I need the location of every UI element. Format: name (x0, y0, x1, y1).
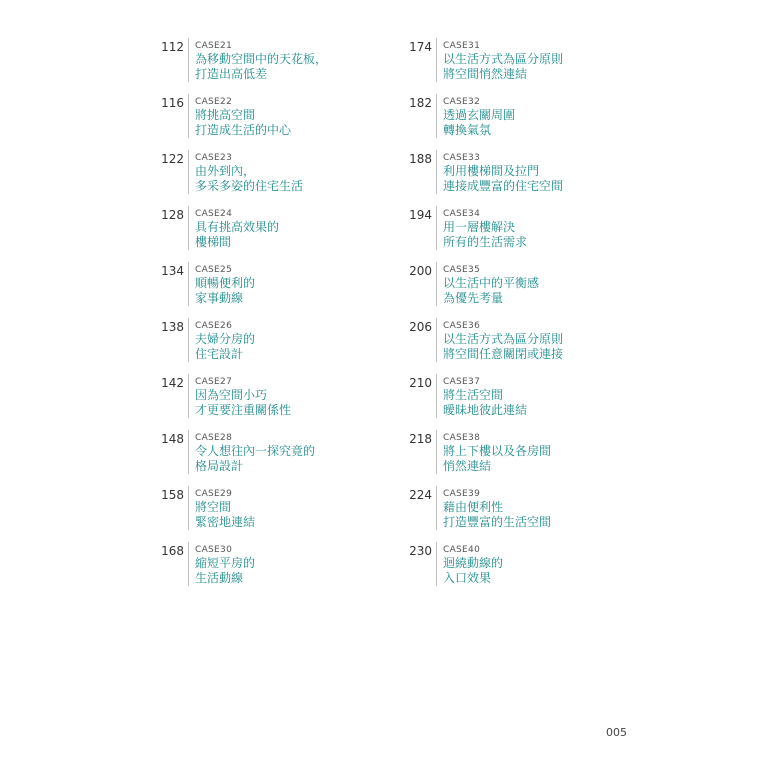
toc-entry (404, 206, 563, 262)
page-number: 005 (606, 726, 627, 739)
case-title-line: 令人想往內一探究竟的 (195, 444, 316, 458)
toc-entry-body (188, 486, 255, 530)
toc-page-number: 224 (409, 488, 432, 502)
case-title-line: 住宅設計 (195, 347, 244, 361)
case-title-line: 將空間 (195, 500, 232, 514)
case-label: CASE38 (443, 433, 481, 443)
case-title-line: 夫婦分房的 (195, 332, 256, 346)
case-title-line: 打造出高低差 (195, 67, 268, 81)
case-title-line: 由外到內， (195, 164, 256, 178)
case-title-line: 以生活方式為區分原則 (443, 332, 564, 346)
case-label: CASE40 (443, 545, 481, 555)
case-label: CASE28 (195, 433, 233, 443)
toc-column-left (156, 38, 327, 598)
case-title-line: 透過玄關周圍 (443, 108, 516, 122)
case-label: CASE34 (443, 209, 481, 219)
case-title-line: 因為空間小巧 (195, 388, 268, 402)
toc-entry-body (188, 430, 315, 474)
toc-entry (156, 150, 327, 206)
toc-entry (156, 318, 327, 374)
toc-entry-body (188, 206, 279, 250)
toc-entry (156, 430, 327, 486)
toc-entry-body (188, 94, 291, 138)
toc-entry-body (188, 262, 255, 306)
toc-entry-body (188, 542, 255, 586)
toc-page-number: 128 (161, 208, 184, 222)
case-title-line: 以生活中的平衡感 (443, 276, 540, 290)
case-label: CASE30 (195, 545, 233, 555)
case-title-line: 將生活空間 (443, 388, 504, 402)
toc-entry (404, 542, 563, 598)
toc-entry-body (436, 318, 563, 362)
case-title-line: 才更要注重關係性 (195, 403, 292, 417)
case-label: CASE39 (443, 489, 481, 499)
toc-entry-body (436, 262, 539, 306)
toc-page-number: 168 (161, 544, 184, 558)
case-title-line: 具有挑高效果的 (195, 220, 280, 234)
case-title-line: 用一層樓解決 (443, 220, 516, 234)
toc-entry-body (436, 206, 527, 250)
toc-entry (156, 542, 327, 598)
toc-page-number: 206 (409, 320, 432, 334)
case-title-line: 多采多姿的住宅生活 (195, 179, 304, 193)
toc-page-number: 174 (409, 40, 432, 54)
case-label: CASE25 (195, 265, 233, 275)
toc-entry-body (188, 374, 291, 418)
toc-page-number: 112 (161, 40, 184, 54)
case-label: CASE26 (195, 321, 233, 331)
toc-page-number: 148 (161, 432, 184, 446)
toc-page-number: 142 (161, 376, 184, 390)
case-title-line: 藉由便利性 (443, 500, 504, 514)
case-title-line: 縮短平房的 (195, 556, 256, 570)
toc-entry (156, 94, 327, 150)
case-label: CASE31 (443, 41, 481, 51)
toc-page-number: 158 (161, 488, 184, 502)
toc-entry-body (188, 150, 303, 194)
toc-page-number: 210 (409, 376, 432, 390)
case-title-line: 悄然連結 (443, 459, 492, 473)
toc-page-number: 134 (161, 264, 184, 278)
case-label: CASE33 (443, 153, 481, 163)
toc-page-number: 200 (409, 264, 432, 278)
case-label: CASE32 (443, 97, 481, 107)
toc-page-number: 230 (409, 544, 432, 558)
toc-page-number: 188 (409, 152, 432, 166)
case-label: CASE36 (443, 321, 481, 331)
case-title-line: 迴繞動線的 (443, 556, 504, 570)
case-title-line: 將上下樓以及各房間 (443, 444, 552, 458)
case-label: CASE22 (195, 97, 233, 107)
toc-entry-body (436, 94, 515, 138)
toc-entry-body (188, 38, 327, 82)
toc-entry (156, 262, 327, 318)
case-label: CASE23 (195, 153, 233, 163)
toc-entry (404, 38, 563, 94)
case-title-line: 樓梯間 (195, 235, 232, 249)
case-title-line: 轉換氣氛 (443, 123, 492, 137)
case-title-line: 格局設計 (195, 459, 244, 473)
toc-entry-body (436, 542, 503, 586)
toc-entry (404, 150, 563, 206)
toc-entry-body (436, 38, 563, 82)
case-label: CASE27 (195, 377, 233, 387)
toc-page-number: 122 (161, 152, 184, 166)
case-title-line: 打造豐富的生活空間 (443, 515, 552, 529)
toc-entry-body (436, 374, 527, 418)
case-title-line: 以生活方式為區分原則 (443, 52, 564, 66)
case-title-line: 連接成豐富的住宅空間 (443, 179, 564, 193)
case-title-line: 將挑高空間 (195, 108, 256, 122)
case-title-line: 所有的生活需求 (443, 235, 528, 249)
toc-entry-body (436, 430, 551, 474)
case-title-line: 生活動線 (195, 571, 244, 585)
case-title-line: 利用樓梯間及拉門 (443, 164, 540, 178)
toc-page-number: 138 (161, 320, 184, 334)
case-title-line: 為移動空間中的天花板， (195, 52, 328, 66)
toc-entry-body (436, 486, 551, 530)
case-title-line: 入口效果 (443, 571, 492, 585)
case-title-line: 順暢便利的 (195, 276, 256, 290)
toc-entry (404, 262, 563, 318)
case-title-line: 家事動線 (195, 291, 244, 305)
toc-entry (404, 94, 563, 150)
toc-entry (404, 374, 563, 430)
case-title-line: 將空間悄然連結 (443, 67, 528, 81)
case-title-line: 為優先考量 (443, 291, 504, 305)
toc-entry-body (436, 150, 563, 194)
toc-column-right (404, 38, 563, 598)
case-title-line: 將空間任意關閉或連接 (443, 347, 564, 361)
toc-entry (404, 430, 563, 486)
toc-entry (404, 486, 563, 542)
toc-entry (156, 38, 327, 94)
toc-page-number: 194 (409, 208, 432, 222)
toc-entry-body (188, 318, 255, 362)
toc-page-number: 218 (409, 432, 432, 446)
case-label: CASE21 (195, 41, 233, 51)
case-label: CASE24 (195, 209, 233, 219)
toc-entry (156, 486, 327, 542)
toc-entry (404, 318, 563, 374)
case-title-line: 緊密地連結 (195, 515, 256, 529)
toc-entry (156, 206, 327, 262)
case-label: CASE29 (195, 489, 233, 499)
toc-entry (156, 374, 327, 430)
case-title-line: 曖昧地彼此連結 (443, 403, 528, 417)
case-title-line: 打造成生活的中心 (195, 123, 292, 137)
case-label: CASE37 (443, 377, 481, 387)
toc-page-number: 182 (409, 96, 432, 110)
case-label: CASE35 (443, 265, 481, 275)
toc-page-number: 116 (161, 96, 184, 110)
